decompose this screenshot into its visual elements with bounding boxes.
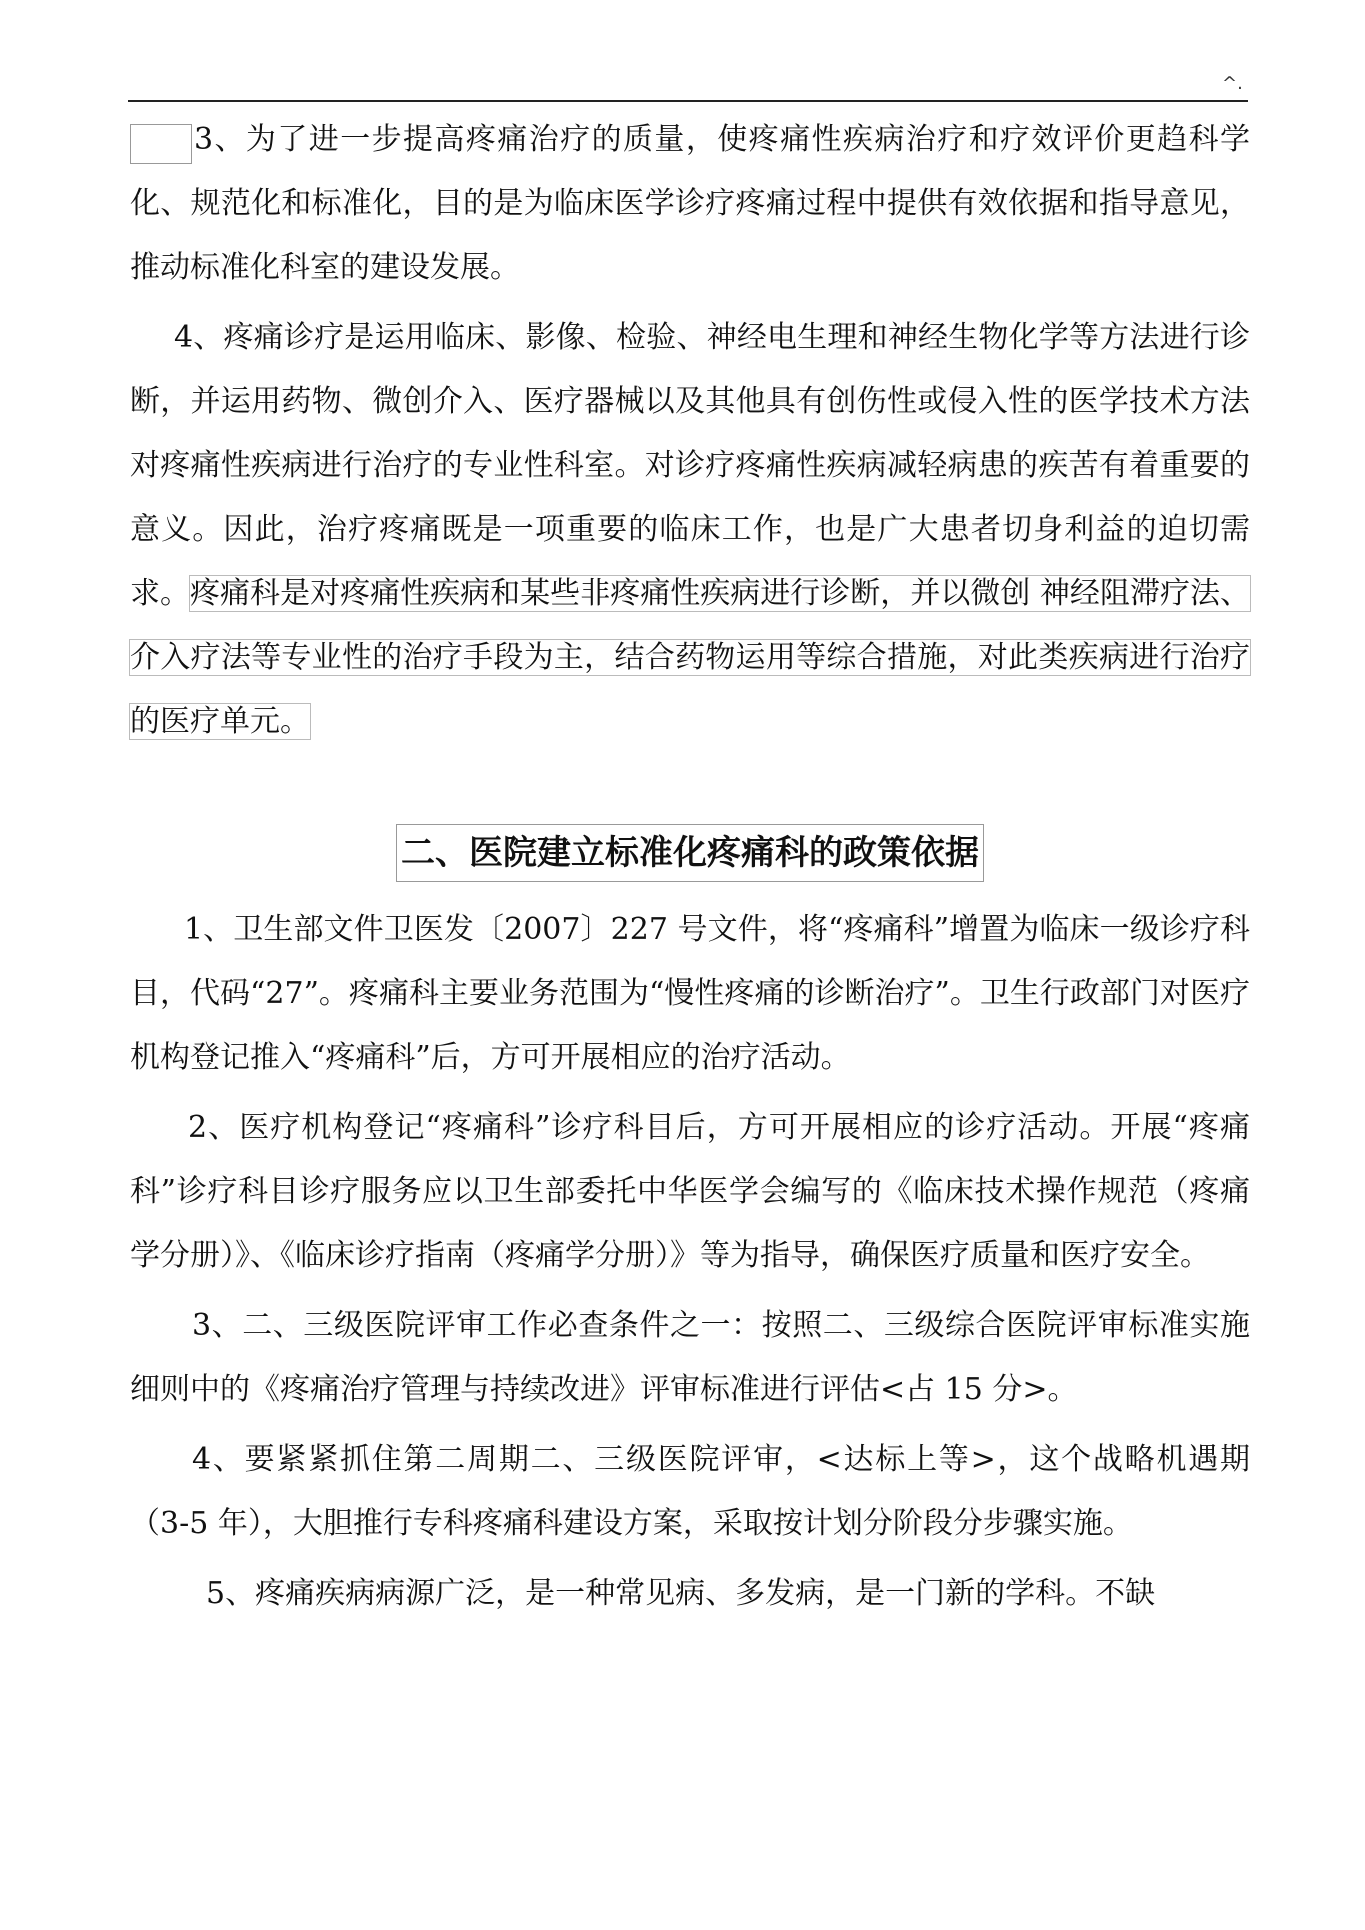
paragraph-4-highlighted-text: 疼痛科是对疼痛性疾病和某些非疼痛性疾病进行诊断，并以微创 神经阻滞疗法、介入疗法等专业性的治疗手段为主，结合药物运用等综合措施，对此类疾病进行治疗的医疗单元。 xyxy=(130,576,1250,739)
comment-marker-box xyxy=(130,124,192,164)
header-rule xyxy=(128,100,1248,102)
paragraph-3-text: 3、为了进一步提高疼痛治疗的质量，使疼痛性疾病治疗和疗效评价更趋科学化、规范化和标准化，目的是为临床医学诊疗疼痛过程中提供有效依据和指导意见，推动标准化科室的建设发展。 xyxy=(130,122,1250,285)
paragraph-4 xyxy=(130,306,1250,754)
document-body xyxy=(130,108,1250,1626)
policy-item-5: 5、疼痛疾病病源广泛，是一种常见病、多发病，是一门新的学科。不缺 xyxy=(206,1576,1156,1611)
policy-item-4: 4、要紧紧抓住第二周期二、三级医院评审，<达标上等>，这个战略机遇期（3-5 年），大胆推行专科疼痛科建设方案，采取按计划分阶段分步骤实施。 xyxy=(130,1442,1250,1541)
policy-item-2: 2、医疗机构登记“疼痛科”诊疗科目后，方可开展相应的诊疗活动。开展“疼痛科”诊疗科目诊疗服务应以卫生部委托中华医学会编写的《临床技术操作规范（疼痛学分册）》、《临床诊疗指南（疼痛学分册）》等为指导，确保医疗质量和医疗安全。 xyxy=(130,1110,1250,1273)
paragraph-3 xyxy=(130,108,1250,300)
header-mark: ^. xyxy=(1222,73,1243,94)
section-heading-wrap xyxy=(130,824,1250,884)
paragraph-4-text: 4、疼痛诊疗是运用临床、影像、检验、神经电生理和神经生物化学等方法进行诊断，并运用药物、微创介入、医疗器械以及其他具有创伤性或侵入性的医学技术方法对疼痛性疾病进行治疗的专业性科室。对诊疗疼痛性疾病减轻病患的疾苦有着重要的意义。因此，治疗疼痛既是一项重要的临床工作，也是广大患者切身利益的迫切需求。 xyxy=(130,320,1250,611)
policy-item-1: 1、卫生部文件卫医发〔2007〕227 号文件，将“疼痛科”增置为临床一级诊疗科目，代码“27”。疼痛科主要业务范围为“慢性疼痛的诊断治疗”。卫生行政部门对医疗机构登记推入“疼痛科”后，方可开展相应的治疗活动。 xyxy=(130,912,1250,1075)
policy-item-3: 3、二、三级医院评审工作必查条件之一：按照二、三级综合医院评审标准实施细则中的《疼痛治疗管理与持续改进》评审标准进行评估<占 15 分>。 xyxy=(130,1308,1250,1407)
section-heading: 二、医院建立标准化疼痛科的政策依据 xyxy=(396,824,984,882)
